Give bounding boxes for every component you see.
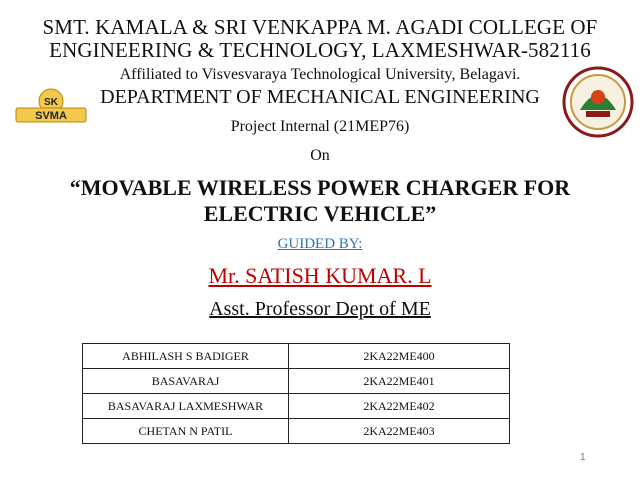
college-name <box>0 16 640 62</box>
page-number: 1 <box>580 452 586 463</box>
department-name: DEPARTMENT OF MECHANICAL ENGINEERING <box>100 86 540 108</box>
college-name-line2: ENGINEERING & TECHNOLOGY, LAXMESHWAR-582116 <box>49 38 591 62</box>
project-title-line1: “MOVABLE WIRELESS POWER CHARGER FOR <box>69 175 571 200</box>
student-name-cell: CHETAN N PATIL <box>83 419 289 444</box>
project-title <box>0 175 640 227</box>
student-usn-cell: 2KA22ME403 <box>289 419 510 444</box>
student-usn-cell: 2KA22ME402 <box>289 394 510 419</box>
college-name-line1: SMT. KAMALA & SRI VENKAPPA M. AGADI COLLEGE OF <box>42 15 598 39</box>
guided-by-label: GUIDED BY: <box>277 236 363 252</box>
student-name-cell: BASAVARAJ LAXMESHWAR <box>83 394 289 419</box>
logo-text-bottom: SVMA <box>35 110 67 122</box>
student-name-cell: ABHILASH S BADIGER <box>83 344 289 369</box>
table-row <box>83 419 510 444</box>
on-text: On <box>310 147 330 164</box>
table-row <box>83 369 510 394</box>
affiliation-text: Affiliated to Visvesvaraya Technological University, Belagavi. <box>119 66 521 83</box>
table-row <box>83 344 510 369</box>
guide-name: Mr. SATISH KUMAR. L <box>208 263 432 288</box>
students-table <box>82 343 510 444</box>
project-internal: Project Internal (21MEP76) <box>230 118 410 135</box>
table-row <box>83 394 510 419</box>
logo-text-top: SK <box>44 97 58 108</box>
student-usn-cell: 2KA22ME400 <box>289 344 510 369</box>
student-usn-cell: 2KA22ME401 <box>289 369 510 394</box>
guide-designation: Asst. Professor Dept of ME <box>209 298 431 320</box>
project-title-line2: ELECTRIC VEHICLE” <box>203 201 437 226</box>
student-name-cell: BASAVARAJ <box>83 369 289 394</box>
